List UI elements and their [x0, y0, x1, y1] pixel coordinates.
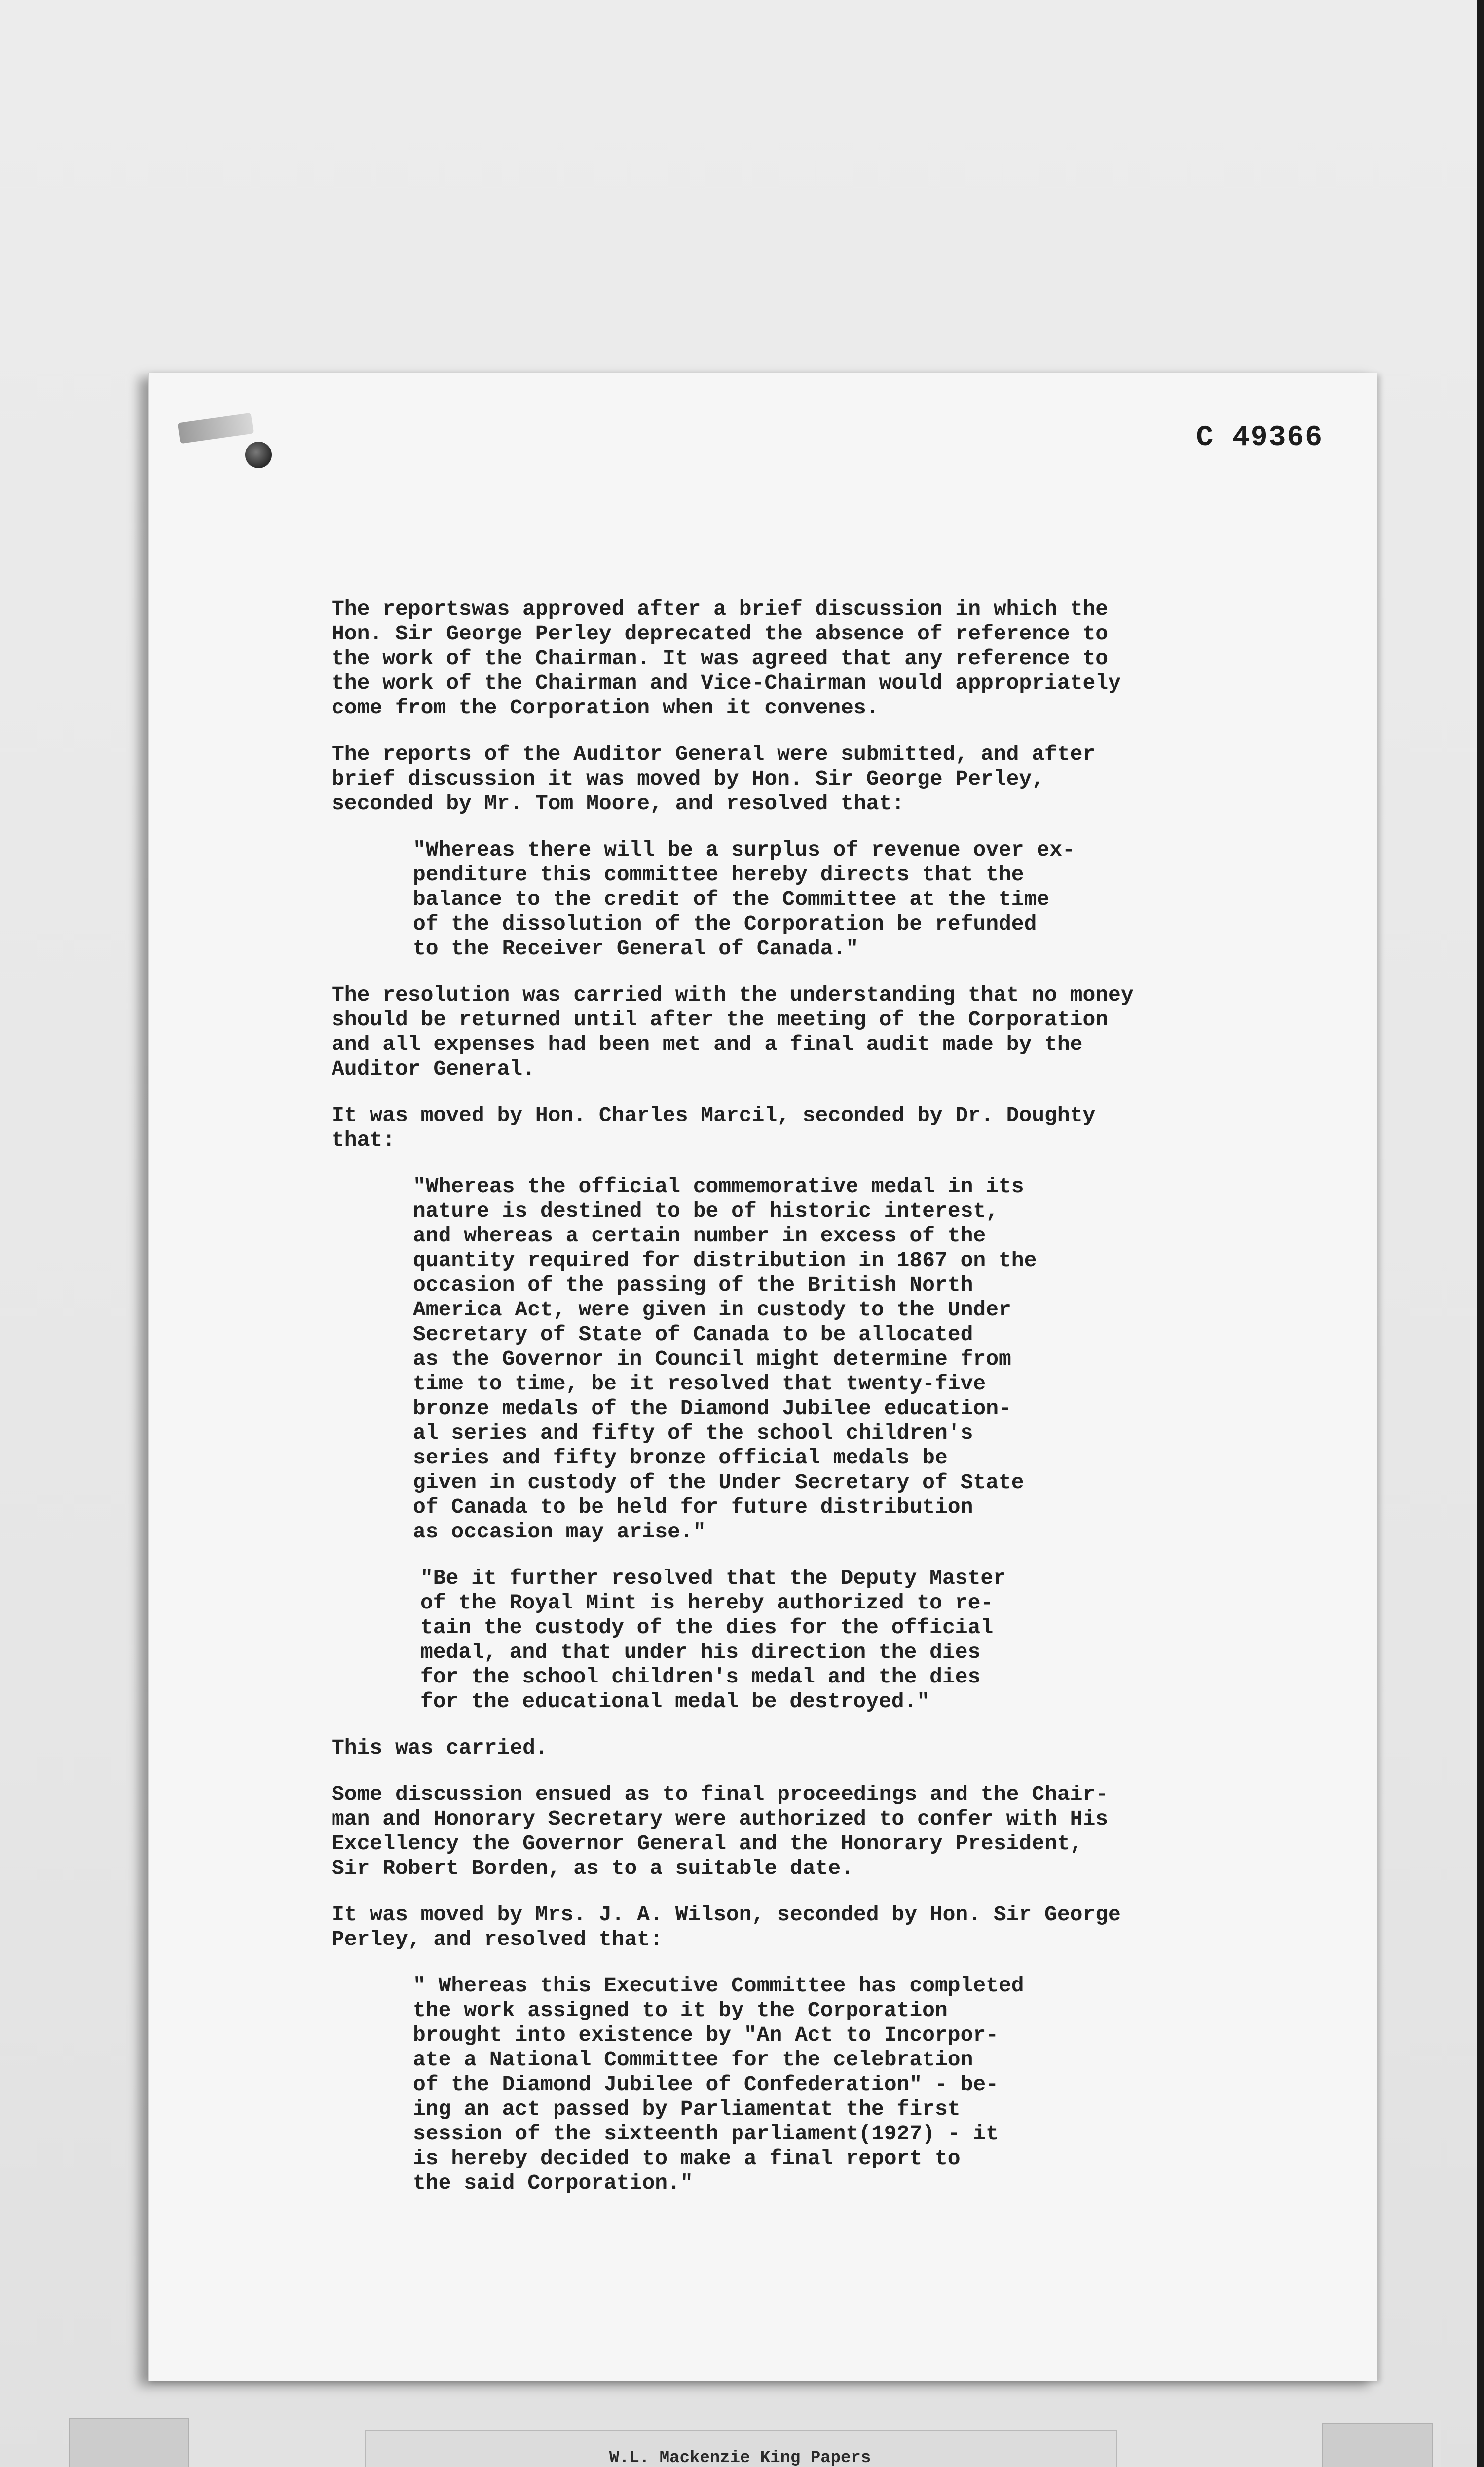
paragraph-wilson-motion: It was moved by Mrs. J. A. Wilson, seconded by Hon. Sir George Perley, and resolved that: — [332, 1903, 1121, 1951]
punch-hole-icon — [245, 442, 272, 468]
paper-clip-icon — [178, 413, 254, 444]
resolution-surplus-refund: "Whereas there will be a surplus of revenue over ex- penditure this committee hereby directs that the balance to the credit of the Committee at the time of the dissolution of the Corporation be refunded to the Receiver General of Canada." — [413, 838, 1075, 961]
collection-label — [395, 2447, 1085, 2467]
resolution-royal-mint-dies: "Be it further resolved that the Deputy Master of the Royal Mint is hereby authorized to re- tain the custody of the dies for the official medal, and that under his direction the dies for the school children's medal and the dies for the educational medal be destroyed." — [420, 1566, 1006, 1714]
paragraph-final-proceedings: Some discussion ensued as to final proceedings and the Chair- man and Honorary Secretary were authorized to confer with His Excellency the Governor General and the Honorary President, Sir Robert Borden, as to a suitable date. — [332, 1782, 1109, 1880]
film-edge-right — [1477, 0, 1484, 2467]
paragraph-marcil-motion: It was moved by Hon. Charles Marcil, seconded by Dr. Doughty that: — [332, 1103, 1096, 1152]
tape-strip-left — [69, 2418, 189, 2467]
collection-name: W.L. Mackenzie King Papers — [609, 2449, 871, 2467]
tape-strip-right — [1322, 2423, 1433, 2467]
resolution-final-report: " Whereas this Executive Committee has completed the work assigned to it by the Corporation brought into existence by "An Act to Incorpor- ate a National Committee for the celebration of the Diamond Jubilee of Confederation" - be- ing an act passed by Parliamentat the first session of the sixteenth parliament(1927) - it is hereby decided to make a final report to the said Corporation." — [413, 1974, 1024, 2195]
document-sheet — [148, 373, 1377, 2381]
document-body — [332, 597, 1269, 2217]
reference-number: C 49366 — [1196, 422, 1323, 454]
paragraph-report-approved: The reportswas approved after a brief discussion in which the Hon. Sir George Perley deprecated the absence of reference to the work of the Chairman. It was agreed that any reference to the work of the Chairman and Vice-Chairman would appropriately come from the Corporation when it convenes. — [332, 597, 1121, 720]
paragraph-resolution-carried: The resolution was carried with the understanding that no money should be returned until after the meeting of the Corporation and all expenses had been met and a final audit made by the Auditor General. — [332, 983, 1134, 1081]
resolution-medals-custody: "Whereas the official commemorative medal in its nature is destined to be of historic interest, and whereas a certain number in excess of the quantity required for distribution in 1867 on the occasion of the passing of the British North America Act, were given in custody to the Under Secretary of State of Canada to be allocated as the Governor in Council might determine from time to time, be it resolved that twenty-five bronze medals of the Diamond Jubilee education- al series and fifty of the school children's series and fifty bronze official medals be given in custody of the Under Secretary of State of Canada to be held for future distribution as occasion may arise." — [413, 1174, 1037, 1544]
paragraph-carried: This was carried. — [332, 1736, 548, 1760]
paragraph-auditor-reports: The reports of the Auditor General were submitted, and after brief discussion it was moved by Hon. Sir George Perley, seconded by Mr. Tom Moore, and resolved that: — [332, 742, 1096, 816]
